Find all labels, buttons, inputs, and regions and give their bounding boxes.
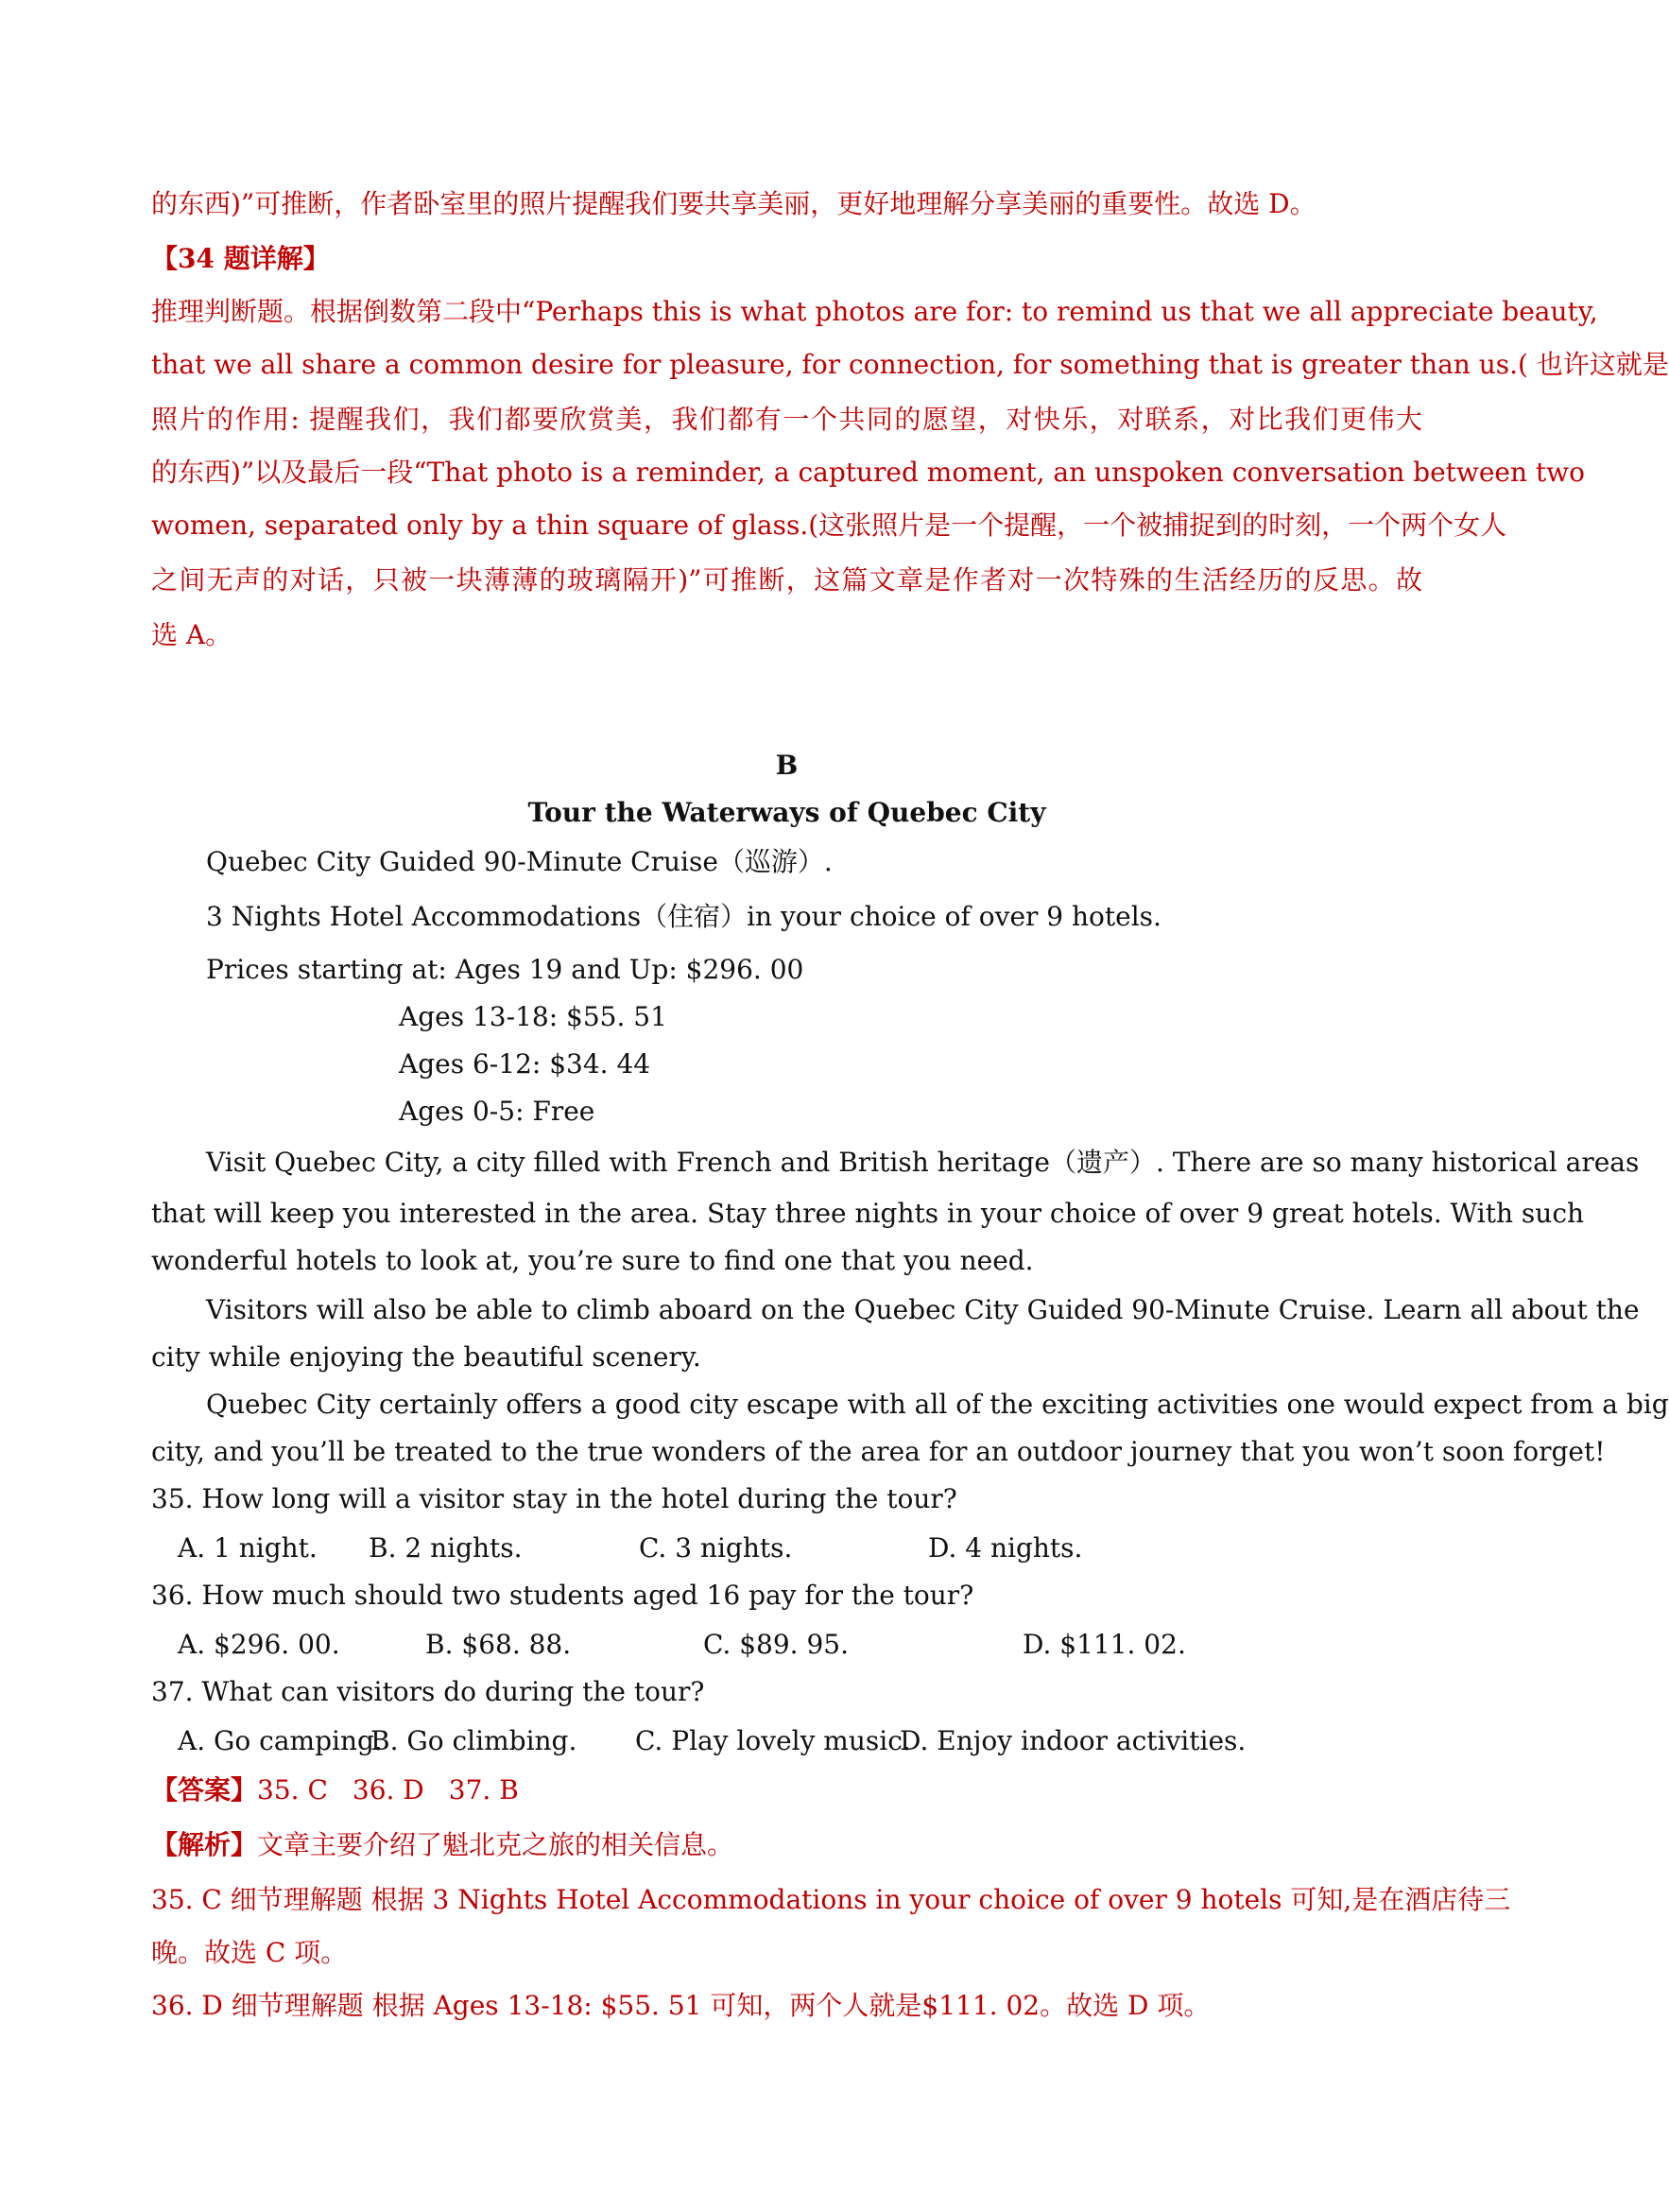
para1-line-3: wonderful hotels to look at, you’re sure to find one that you need. [151, 1245, 1034, 1276]
answer-item: 35. C [257, 1774, 328, 1806]
para3-line-1: Quebec City certainly offers a good city escape with all of the exciting activities one would expect from a big [206, 1389, 1669, 1420]
para1-line-2: that will keep you interested in the area. Stay three nights in your choice of over 9 great hotels. With such [151, 1198, 1585, 1229]
price-tier: Ages 0-5: Free [399, 1096, 595, 1127]
explanation-line: 的东西)”可推断，作者卧室里的照片提醒我们要共享美丽，更好地理解分享美丽的重要性。故选 D。 [151, 188, 1316, 219]
q36-analysis-line: 36. D 细节理解题 根据 Ages 13-18: $55. 51 可知，两个人就是$111. 02。故选 D 项。 [151, 1990, 1211, 2021]
q34-heading: 【34 题详解】 [151, 243, 330, 274]
q37-option-b: B. Go climbing. [370, 1725, 577, 1756]
cruise-line: Quebec City Guided 90-Minute Cruise（巡游）. [206, 846, 833, 877]
q34-line-4: 的东西)”以及最后一段“That photo is a reminder, a captured moment, an unspoken conversation between two [151, 457, 1586, 488]
q36-option-d: D. $111. 02. [1023, 1629, 1186, 1660]
q37-option-a: A. Go camping. [178, 1725, 383, 1756]
price-tier: Ages 13-18: $55. 51 [399, 1001, 667, 1032]
q37-option-d: D. Enjoy indoor activities. [900, 1725, 1247, 1756]
q34-line-2: that we all share a common desire for pleasure, for connection, for something that is greater than us.( 也许这就是 [151, 349, 1669, 380]
answer-item: 37. B [448, 1774, 519, 1806]
q34-line-6: 之间无声的对话，只被一块薄薄的玻璃隔开)”可推断，这篇文章是作者对一次特殊的生活经历的反思。故 [151, 564, 1422, 596]
q35-option-a: A. 1 night. [178, 1532, 318, 1564]
analysis-row [151, 1826, 758, 1864]
answer-label: 【答案】 [151, 1774, 258, 1806]
q34-line-5: women, separated only by a thin square of glass.(这张照片是一个提醒，一个被捕捉到的时刻，一个两个女人 [151, 510, 1507, 541]
q35-analysis-line-1: 35. C 细节理解题 根据 3 Nights Hotel Accommodations in your choice of over 9 hotels 可知,是在酒店待三 [151, 1884, 1511, 1915]
section-letter: B [775, 750, 799, 781]
para1-line-1: Visit Quebec City, a city filled with French and British heritage（遗产）. There are so many historical areas [206, 1147, 1640, 1178]
question-36-stem: 36. How much should two students aged 16 pay for the tour? [151, 1580, 974, 1611]
q35-analysis-line-2: 晚。故选 C 项。 [151, 1937, 348, 1968]
q36-option-b: B. $68. 88. [425, 1629, 572, 1660]
q37-option-c: C. Play lovely music. [635, 1725, 911, 1756]
prices-intro: Prices starting at: Ages 19 and Up: $296. 00 [206, 954, 804, 985]
hotel-line: 3 Nights Hotel Accommodations（住宿）in your choice of over 9 hotels. [206, 901, 1161, 932]
q34-line-7: 选 A。 [151, 619, 232, 650]
q35-option-c: C. 3 nights. [639, 1532, 793, 1564]
passage-title: Tour the Waterways of Quebec City [527, 797, 1046, 828]
q35-option-b: B. 2 nights. [369, 1532, 523, 1564]
q36-option-c: C. $89. 95. [703, 1629, 849, 1660]
q34-line-3: 照片的作用: 提醒我们，我们都要欣赏美，我们都有一个共同的愿望，对快乐，对联系，对比我们更伟大 [151, 404, 1422, 435]
answer-row [151, 1771, 543, 1809]
analysis-label: 【解析】 [151, 1829, 258, 1860]
q34-line-1: 推理判断题。根据倒数第二段中“Perhaps this is what photos are for: to remind us that we all appreciate beauty, [151, 296, 1598, 327]
analysis-summary: 文章主要介绍了魁北克之旅的相关信息。 [257, 1829, 734, 1860]
question-35-stem: 35. How long will a visitor stay in the hotel during the tour? [151, 1483, 957, 1514]
para2-line-2: city while enjoying the beautiful scenery. [151, 1341, 701, 1373]
q36-option-a: A. $296. 00. [178, 1629, 340, 1660]
price-tier: Ages 6-12: $34. 44 [399, 1048, 651, 1080]
para3-line-2: city, and you’ll be treated to the true wonders of the area for an outdoor journey that you won’t soon forget! [151, 1436, 1606, 1467]
question-37-stem: 37. What can visitors do during the tour? [151, 1676, 705, 1707]
q35-option-d: D. 4 nights. [928, 1532, 1083, 1564]
answer-item: 36. D [352, 1774, 424, 1806]
para2-line-1: Visitors will also be able to climb aboard on the Quebec City Guided 90-Minute Cruise. Learn all about the [206, 1294, 1640, 1325]
